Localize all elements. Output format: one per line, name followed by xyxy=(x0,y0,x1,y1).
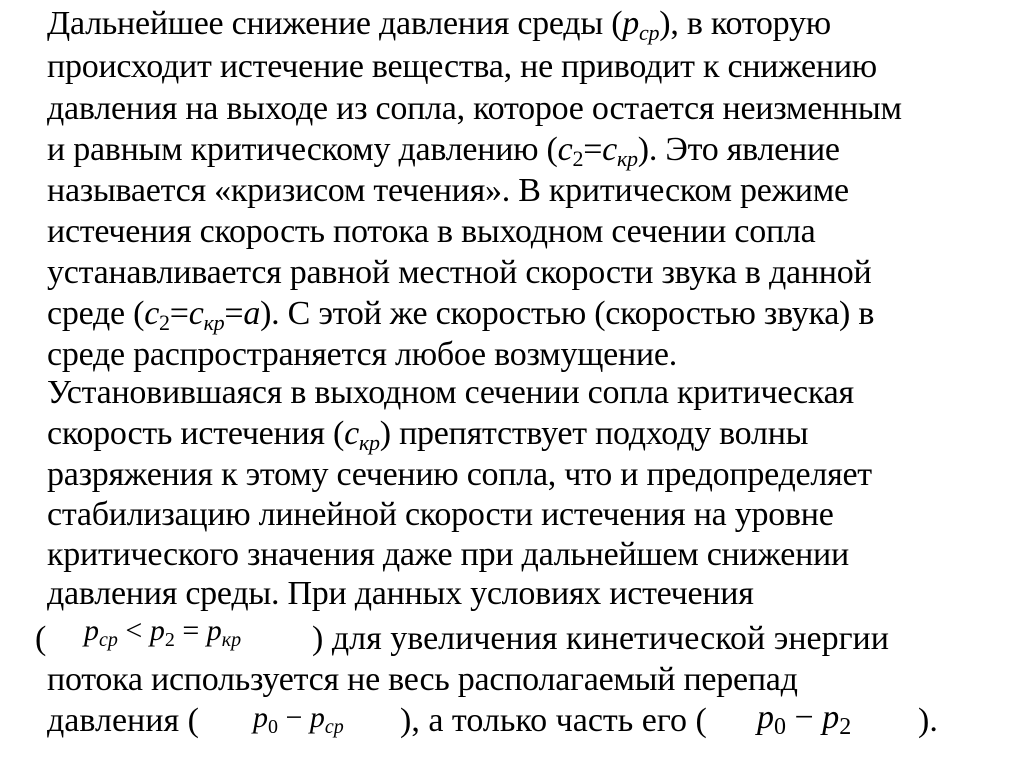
equals-sign: = xyxy=(169,295,189,332)
var-a: a xyxy=(243,295,261,332)
var-c: c xyxy=(344,415,359,452)
subscript: кр xyxy=(358,430,380,455)
var-p: p xyxy=(253,701,268,734)
subscript: 2 xyxy=(572,146,584,171)
text-span: ). xyxy=(918,702,938,739)
text-span: ), в которую xyxy=(659,5,831,42)
subscript: 2 xyxy=(159,310,170,335)
text-span: устанавливается равной местной скорости звука в данной xyxy=(47,254,872,291)
text-span: называется «кризисом течения». В критическом режиме xyxy=(47,172,849,209)
text-line-18-end xyxy=(918,701,938,741)
text-span: ). Это явление xyxy=(637,131,840,168)
subscript: кр xyxy=(203,310,225,335)
text-line-18-start xyxy=(47,701,199,741)
text-span: давления ( xyxy=(47,702,199,739)
var-c: c xyxy=(602,131,617,168)
text-span: давления на выходе из сопла, которое остается неизменным xyxy=(47,90,902,127)
subscript: 2 xyxy=(839,714,852,740)
subscript: ср xyxy=(639,20,660,45)
var-p: p xyxy=(206,614,222,647)
text-line-6 xyxy=(47,212,815,252)
var-p: p xyxy=(309,701,325,734)
text-span: потока используется не весь располагаемый перепад xyxy=(47,661,798,698)
minus-sign: − xyxy=(278,701,310,734)
text-line-14 xyxy=(47,535,849,575)
text-span: происходит истечение вещества, не приводит к снижению xyxy=(47,48,877,85)
subscript: 0 xyxy=(268,716,278,738)
var-p: p xyxy=(622,5,640,42)
text-span: Установившаяся в выходном сечении сопла критическая xyxy=(47,374,854,411)
text-line-1 xyxy=(47,4,831,44)
text-line-7 xyxy=(47,253,871,293)
subscript: 0 xyxy=(774,714,786,740)
text-line-3 xyxy=(47,89,902,129)
text-span: ), а только часть его ( xyxy=(400,702,707,739)
subscript: 2 xyxy=(164,629,175,651)
formula-p0-minus-pcp xyxy=(253,701,344,738)
text-span: среде распространяется любое возмущение. xyxy=(47,336,677,373)
text-line-10 xyxy=(47,373,854,413)
subscript: ср xyxy=(99,629,118,651)
less-than-sign: < xyxy=(117,614,150,647)
var-p: p xyxy=(757,699,774,736)
text-line-15 xyxy=(47,574,754,614)
var-c: c xyxy=(144,295,160,332)
text-span: стабилизацию линейной скорости истечения на уровне xyxy=(47,496,834,533)
text-line-8 xyxy=(47,294,874,334)
text-line-11 xyxy=(47,414,808,454)
text-span: скорость истечения ( xyxy=(47,415,345,452)
text-span: давления среды. При данных условиях истечения xyxy=(47,575,754,612)
text-line-16 xyxy=(312,619,889,659)
text-line-5 xyxy=(47,171,849,211)
subscript: ср xyxy=(324,716,344,738)
text-span: Дальнейшее снижение давления среды ( xyxy=(47,5,623,42)
text-span: и равным критическому давлению ( xyxy=(47,131,558,168)
text-line-12 xyxy=(47,455,872,495)
text-line-9 xyxy=(47,335,677,375)
open-paren xyxy=(35,619,46,659)
subscript: кр xyxy=(221,629,242,651)
var-c: c xyxy=(557,131,573,168)
text-line-2 xyxy=(47,47,877,87)
text-span: ) препятствует подходу волны xyxy=(379,415,809,452)
subscript: кр xyxy=(617,146,638,171)
text-span: среде ( xyxy=(47,295,145,332)
equals-sign: = xyxy=(224,295,244,332)
var-c: c xyxy=(188,295,204,332)
text-line-4 xyxy=(47,130,840,170)
text-span: ) для увеличения кинетической энергии xyxy=(312,620,889,657)
minus-sign: − xyxy=(786,699,823,736)
text-line-13 xyxy=(47,495,834,535)
equals-sign: = xyxy=(174,614,207,647)
text-line-17 xyxy=(47,660,798,700)
var-p: p xyxy=(84,614,99,647)
text-span: разряжения к этому сечению сопла, что и предопределяет xyxy=(47,456,872,493)
var-p: p xyxy=(149,614,165,647)
formula-p0-minus-p2 xyxy=(757,699,852,740)
text-span: критического значения даже при дальнейшем снижении xyxy=(47,536,849,573)
text-span: истечения скорость потока в выходном сечении сопла xyxy=(47,213,816,250)
text-span: ( xyxy=(35,620,47,657)
text-line-18-middle xyxy=(400,701,707,741)
formula-pressure-ratio xyxy=(84,614,242,651)
text-span: ). С этой же скоростью (скоростью звука) в xyxy=(260,295,875,332)
equals-sign: = xyxy=(583,131,603,168)
var-p: p xyxy=(822,699,840,736)
